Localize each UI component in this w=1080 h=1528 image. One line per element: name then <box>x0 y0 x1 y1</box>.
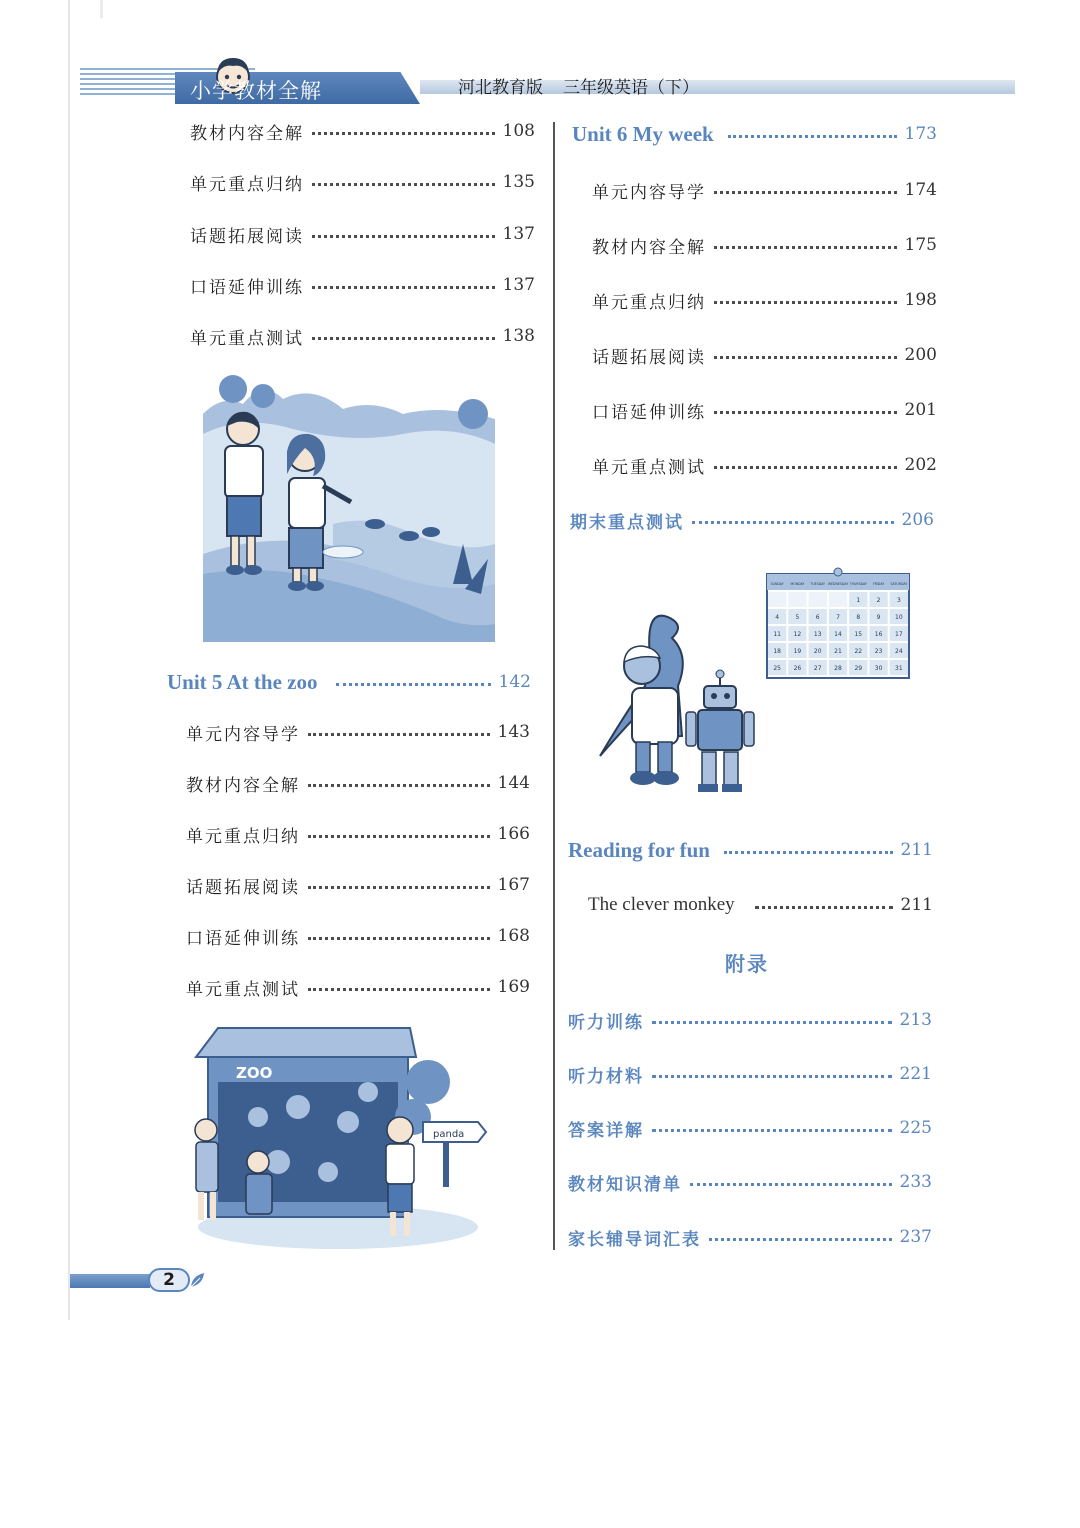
calendar-date: 28 <box>834 665 842 672</box>
calendar-date: 23 <box>874 648 883 655</box>
reading-heading[interactable]: Reading for fun 211 <box>568 837 933 862</box>
leader-dots <box>312 286 495 289</box>
leader-dots <box>312 132 495 135</box>
calendar-date: 11 <box>773 631 781 638</box>
children-by-lake-illustration <box>203 374 495 642</box>
leader-dots <box>308 784 490 787</box>
calendar-date: 5 <box>795 614 800 621</box>
book-info <box>458 73 699 98</box>
toc-entry[interactable]: 话题拓展阅读 200 <box>592 345 937 368</box>
series-title: 小学教材全解 <box>190 79 322 103</box>
calendar-date: 10 <box>895 614 903 621</box>
calendar-date: 13 <box>813 631 822 638</box>
page-edge-mark <box>100 0 103 18</box>
leader-dots <box>690 1183 892 1186</box>
calendar-cell <box>788 592 806 607</box>
calendar-date: 17 <box>895 631 903 638</box>
calendar-date: 26 <box>793 665 802 672</box>
calendar-date: 9 <box>876 614 881 621</box>
leader-dots <box>312 235 495 238</box>
calendar-date: 7 <box>836 614 840 621</box>
toc-entry[interactable]: 单元内容导学 143 <box>186 722 530 745</box>
zoo-sign: ZOO <box>236 1064 273 1082</box>
calendar-date: 4 <box>775 614 780 621</box>
leader-dots <box>692 521 894 524</box>
calendar-day-label: TUESDAY <box>810 582 826 586</box>
zoo-illustration <box>188 1022 488 1250</box>
leader-dots <box>312 337 495 340</box>
leader-dots <box>308 886 490 889</box>
unit6-heading[interactable]: Unit 6 My week 173 <box>572 121 937 146</box>
appendix-title: 附录 <box>725 952 769 976</box>
calendar-date: 25 <box>773 665 781 672</box>
toc-entry[interactable]: 口语延伸训练 137 <box>190 275 535 298</box>
toc-entry[interactable]: 教材内容全解 144 <box>186 773 530 796</box>
toc-entry[interactable]: 单元重点测试 138 <box>190 326 535 349</box>
toc-entry[interactable]: 单元重点归纳 166 <box>186 824 530 847</box>
calendar-date: 31 <box>895 665 903 672</box>
calendar-date: 6 <box>815 614 820 621</box>
calendar-date: 20 <box>813 648 822 655</box>
calendar-day-label: SUNDAY <box>770 582 784 586</box>
toc-entry[interactable]: 单元重点归纳 135 <box>190 172 535 195</box>
calendar-date: 29 <box>854 665 863 672</box>
calendar-date: 12 <box>793 631 802 638</box>
appendix-entry[interactable]: 听力材料 221 <box>568 1064 932 1087</box>
toc-entry[interactable]: 教材内容全解 175 <box>592 235 937 258</box>
leader-dots <box>308 937 490 940</box>
appendix-entry[interactable]: 家长辅导词汇表 237 <box>568 1227 932 1250</box>
final-test-entry[interactable]: 期末重点测试 206 <box>570 510 934 533</box>
calendar-cell <box>768 592 786 607</box>
calendar-date: 15 <box>854 631 863 638</box>
calendar-day-label: FRIDAY <box>872 582 885 586</box>
calendar-date: 22 <box>854 648 863 655</box>
calendar-day-label: WEDNESDAY <box>827 582 849 586</box>
calendar-cell <box>829 592 847 607</box>
leader-dots <box>308 835 490 838</box>
calendar <box>767 568 909 678</box>
calendar-day-label: MONDAY <box>790 582 805 586</box>
toc-entry[interactable]: 单元重点测试 202 <box>592 455 937 478</box>
leader-dots <box>728 135 897 138</box>
appendix-entry[interactable]: 教材知识清单 233 <box>568 1172 932 1195</box>
appendix-entry[interactable]: 答案详解 225 <box>568 1118 932 1141</box>
toc-entry[interactable]: 话题拓展阅读 167 <box>186 875 530 898</box>
toc-entry[interactable]: 口语延伸训练 201 <box>592 400 937 423</box>
leader-dots <box>714 301 897 304</box>
toc-entry[interactable]: 教材内容全解 108 <box>190 121 535 144</box>
calendar-date: 16 <box>874 631 883 638</box>
leaf-icon <box>188 1270 208 1290</box>
toc-entry[interactable]: 单元重点测试 169 <box>186 977 530 1000</box>
leader-dots <box>652 1075 892 1078</box>
calendar-date: 18 <box>773 648 781 655</box>
leader-dots <box>714 191 897 194</box>
leader-dots <box>652 1129 892 1132</box>
calendar-date: 19 <box>793 648 802 655</box>
page-edge <box>68 0 70 1320</box>
leader-dots <box>312 183 495 186</box>
panda-sign: panda <box>433 1129 465 1140</box>
leader-dots <box>714 466 897 469</box>
edition: 河北教育版 <box>458 78 543 98</box>
leader-dots <box>709 1238 892 1241</box>
calendar-date: 24 <box>895 648 903 655</box>
calendar-date: 1 <box>856 597 861 604</box>
leader-dots <box>336 683 491 686</box>
calendar-cell <box>809 592 827 607</box>
calendar-date: 27 <box>813 665 822 672</box>
toc-entry[interactable]: 单元重点归纳 198 <box>592 290 937 313</box>
calendar-dinosaur-robot-illustration <box>590 566 912 806</box>
unit5-heading[interactable]: Unit 5 At the zoo 142 <box>167 669 531 694</box>
calendar-date: 21 <box>834 648 842 655</box>
calendar-date: 14 <box>834 631 842 638</box>
leader-dots <box>308 988 490 991</box>
leader-dots <box>308 733 490 736</box>
calendar-date: 2 <box>876 597 881 604</box>
page-footer <box>70 1268 200 1292</box>
page-header <box>80 60 1015 103</box>
calendar-date: 3 <box>896 597 901 604</box>
calendar-date: 8 <box>856 614 861 621</box>
story-entry[interactable]: The clever monkey 211 <box>588 894 933 915</box>
leader-dots <box>714 246 897 249</box>
toc-entry[interactable]: 口语延伸训练 168 <box>186 926 530 949</box>
leader-dots <box>714 356 897 359</box>
calendar-day-label: THURSDAY <box>849 582 867 586</box>
page-number: 2 <box>148 1268 190 1292</box>
leader-dots <box>652 1021 892 1024</box>
footer-bar <box>70 1274 150 1288</box>
leader-dots <box>714 411 897 414</box>
leader-dots <box>724 851 893 854</box>
calendar-day-label: SATURDAY <box>890 582 908 586</box>
book-name: 三年级英语（下） <box>563 78 699 98</box>
leader-dots <box>755 906 893 909</box>
toc-entry[interactable]: 单元内容导学 174 <box>592 180 937 203</box>
column-divider <box>553 122 555 1250</box>
appendix-entry[interactable]: 听力训练 213 <box>568 1010 932 1033</box>
toc-entry[interactable]: 话题拓展阅读 137 <box>190 224 535 247</box>
calendar-date: 30 <box>874 665 883 672</box>
